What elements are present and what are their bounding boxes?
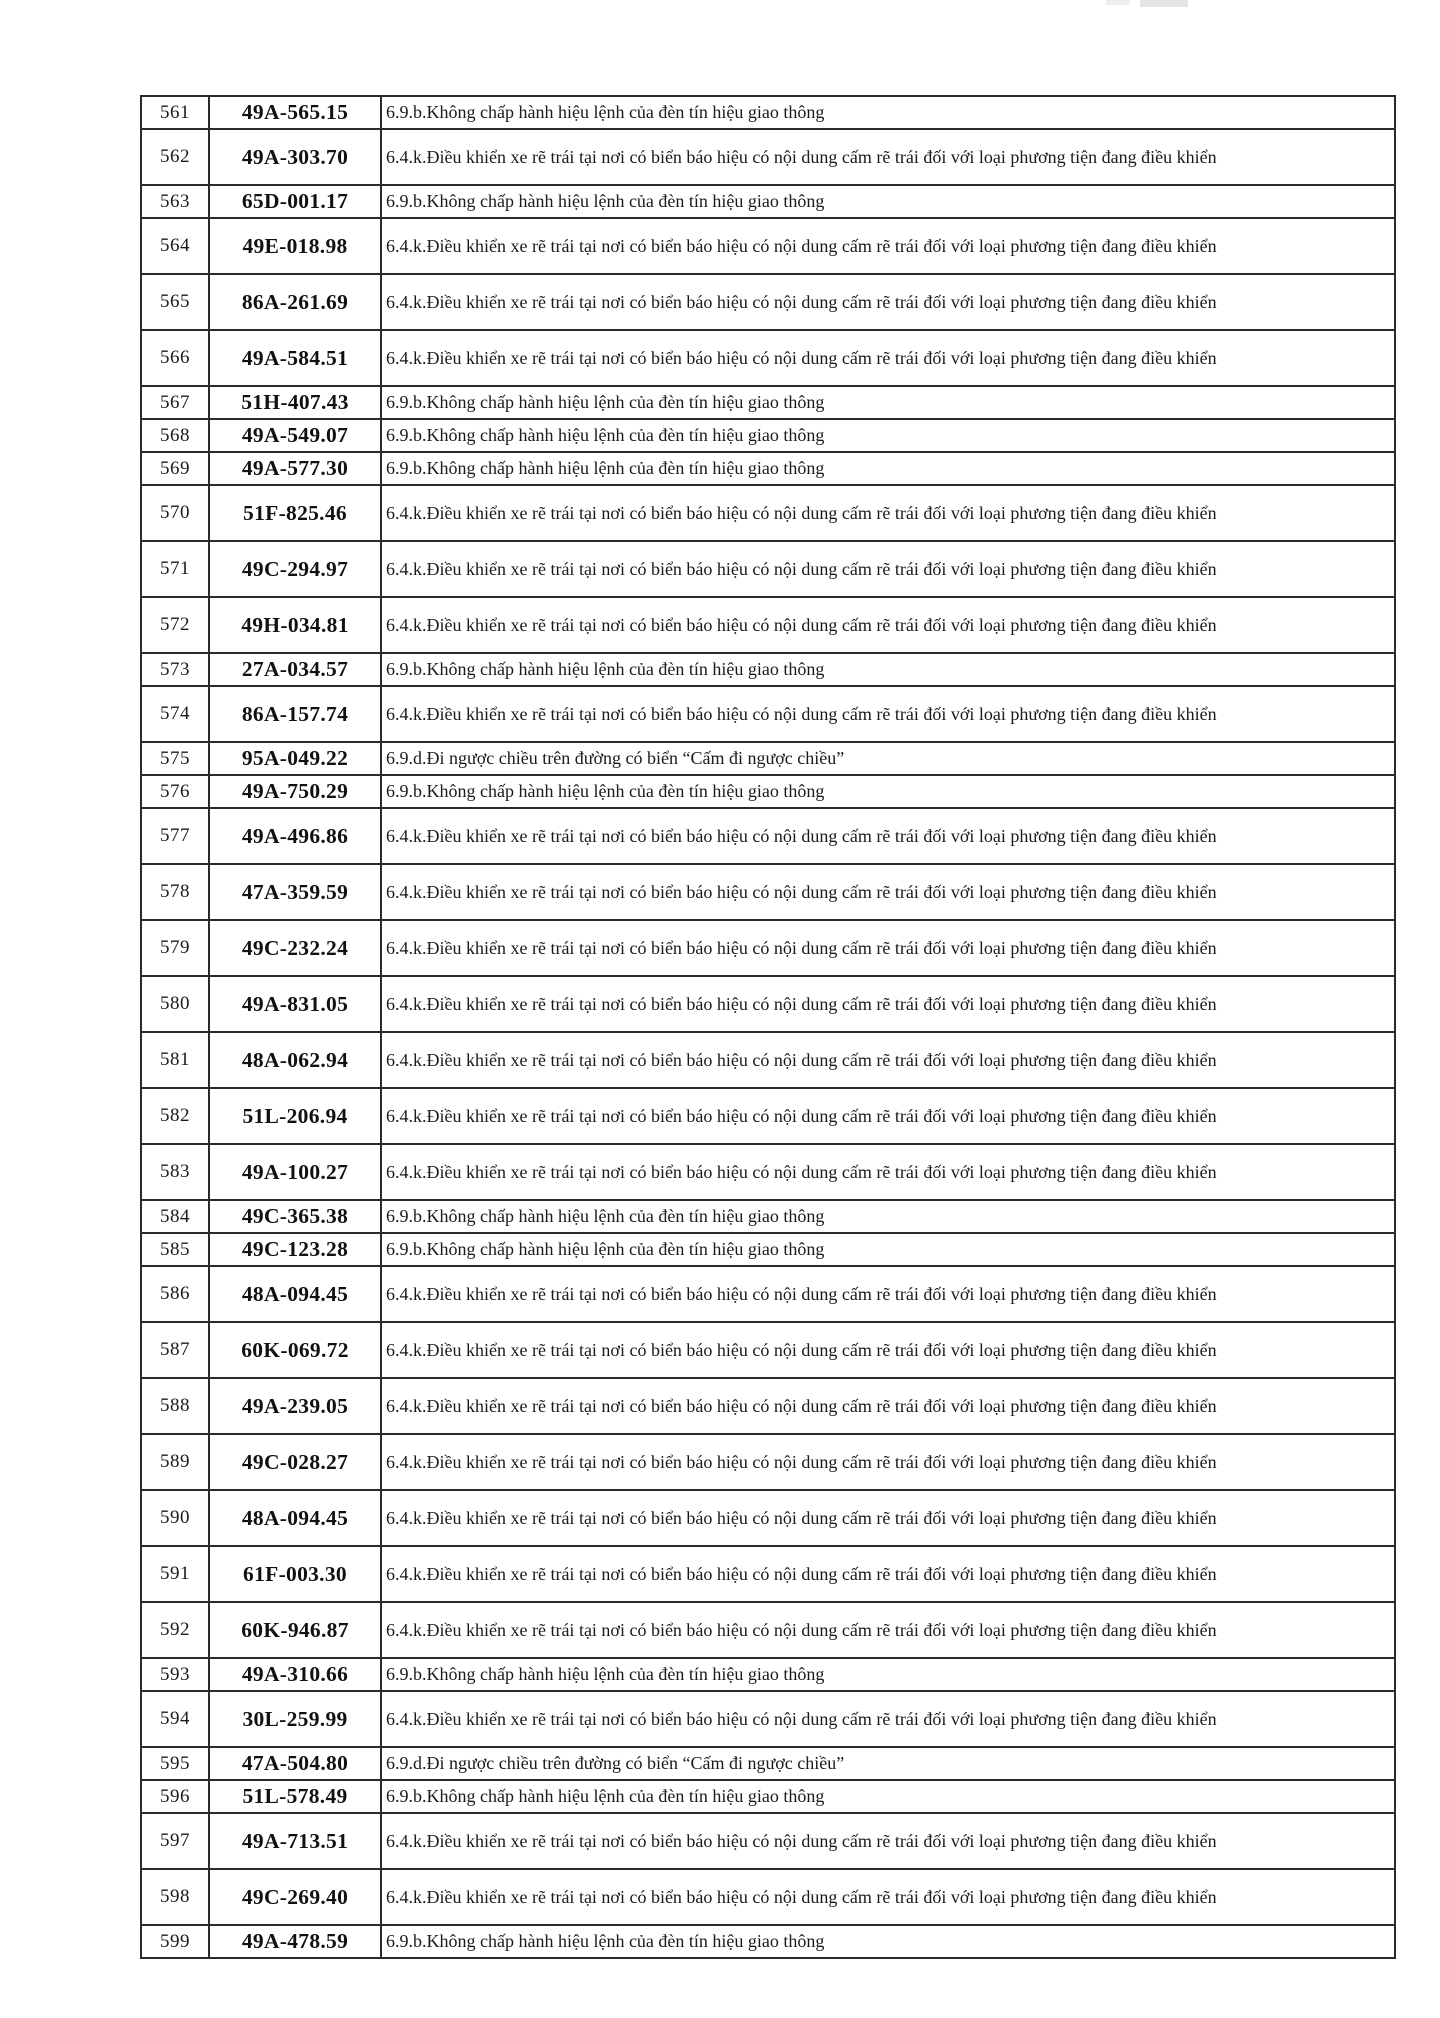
row-number: 595	[160, 1752, 190, 1774]
license-plate-cell	[209, 1322, 381, 1378]
violation-cell	[381, 597, 1395, 653]
row-number: 573	[160, 658, 190, 680]
license-plate-cell	[209, 129, 381, 185]
license-plate-cell	[209, 1144, 381, 1200]
violation-text: 6.4.k.Điều khiển xe rẽ trái tại nơi có biển báo hiệu có nội dung cấm rẽ trái đối với loại phương tiện đang điều khiển	[386, 502, 1217, 523]
violation-cell	[381, 96, 1395, 129]
row-number: 568	[160, 424, 190, 446]
violation-text: 6.9.d.Đi ngược chiều trên đường có biển “Cấm đi ngược chiều”	[386, 1753, 845, 1773]
table-row	[141, 597, 1395, 653]
violation-text: 6.4.k.Điều khiển xe rẽ trái tại nơi có biển báo hiệu có nội dung cấm rẽ trái đối với loại phương tiện đang điều khiển	[386, 1886, 1217, 1907]
license-plate-cell	[209, 1233, 381, 1266]
license-plate: 49E-018.98	[242, 233, 348, 258]
row-number-cell	[141, 218, 209, 274]
table-row	[141, 1032, 1395, 1088]
license-plate: 48A-094.45	[241, 1505, 349, 1530]
row-number: 596	[160, 1785, 190, 1807]
violation-cell	[381, 1869, 1395, 1925]
license-plate-cell	[209, 1200, 381, 1233]
row-number: 590	[160, 1507, 190, 1528]
license-plate: 47A-359.59	[241, 879, 349, 904]
row-number: 570	[160, 502, 190, 523]
license-plate: 49A-478.59	[241, 1929, 349, 1953]
table-row	[141, 1602, 1395, 1658]
row-number: 579	[160, 937, 190, 958]
row-number-cell	[141, 1691, 209, 1747]
table-row	[141, 1780, 1395, 1813]
violation-cell	[381, 218, 1395, 274]
row-number: 591	[160, 1563, 190, 1584]
table-row	[141, 686, 1395, 742]
license-plate: 86A-157.74	[241, 701, 349, 726]
table-row	[141, 330, 1395, 386]
violation-text: 6.4.k.Điều khiển xe rẽ trái tại nơi có biển báo hiệu có nội dung cấm rẽ trái đối với loại phương tiện đang điều khiển	[386, 703, 1217, 724]
row-number-cell	[141, 1602, 209, 1658]
table-row	[141, 1813, 1395, 1869]
license-plate-cell	[209, 218, 381, 274]
license-plate-cell	[209, 485, 381, 541]
license-plate: 60K-069.72	[241, 1337, 349, 1362]
violation-text: 6.4.k.Điều khiển xe rẽ trái tại nơi có biển báo hiệu có nội dung cấm rẽ trái đối với loại phương tiện đang điều khiển	[386, 1451, 1217, 1472]
violation-cell	[381, 1490, 1395, 1546]
violation-cell	[381, 541, 1395, 597]
violation-text: 6.4.k.Điều khiển xe rẽ trái tại nơi có biển báo hiệu có nội dung cấm rẽ trái đối với loại phương tiện đang điều khiển	[386, 1395, 1217, 1416]
table-row	[141, 653, 1395, 686]
table-row	[141, 1266, 1395, 1322]
license-plate: 49A-496.86	[241, 823, 349, 848]
license-plate: 30L-259.99	[242, 1706, 348, 1731]
violation-text: 6.4.k.Điều khiển xe rẽ trái tại nơi có biển báo hiệu có nội dung cấm rẽ trái đối với loại phương tiện đang điều khiển	[386, 1283, 1217, 1304]
license-plate: 51L-578.49	[242, 1784, 348, 1808]
license-plate: 48A-062.94	[241, 1047, 349, 1072]
license-plate-cell	[209, 96, 381, 129]
violation-text: 6.4.k.Điều khiển xe rẽ trái tại nơi có biển báo hiệu có nội dung cấm rẽ trái đối với loại phương tiện đang điều khiển	[386, 235, 1217, 256]
license-plate: 49H-034.81	[241, 612, 349, 637]
row-number-cell	[141, 808, 209, 864]
violation-cell	[381, 976, 1395, 1032]
license-plate: 49A-750.29	[241, 779, 349, 803]
license-plate: 86A-261.69	[241, 289, 349, 314]
row-number-cell	[141, 330, 209, 386]
row-number-cell	[141, 976, 209, 1032]
table-row	[141, 1747, 1395, 1780]
violation-cell	[381, 485, 1395, 541]
license-plate: 95A-049.22	[241, 746, 349, 770]
violation-cell	[381, 330, 1395, 386]
row-number: 583	[160, 1161, 190, 1182]
row-number: 564	[160, 235, 190, 256]
license-plate-cell	[209, 452, 381, 485]
license-plate-cell	[209, 1658, 381, 1691]
violation-cell	[381, 920, 1395, 976]
license-plate: 49A-549.07	[241, 423, 349, 447]
license-plate-cell	[209, 541, 381, 597]
table-row	[141, 1434, 1395, 1490]
violation-text: 6.4.k.Điều khiển xe rẽ trái tại nơi có biển báo hiệu có nội dung cấm rẽ trái đối với loại phương tiện đang điều khiển	[386, 1105, 1217, 1126]
license-plate: 49C-365.38	[241, 1204, 349, 1228]
license-plate-cell	[209, 1088, 381, 1144]
row-number: 582	[160, 1105, 190, 1126]
table-row	[141, 96, 1395, 129]
row-number-cell	[141, 96, 209, 129]
row-number-cell	[141, 1378, 209, 1434]
violation-cell	[381, 1813, 1395, 1869]
row-number-cell	[141, 1813, 209, 1869]
license-plate: 27A-034.57	[241, 657, 349, 681]
license-plate: 51F-825.46	[243, 500, 347, 525]
license-plate: 61F-003.30	[243, 1561, 347, 1586]
license-plate: 49A-239.05	[241, 1393, 349, 1418]
row-number: 592	[160, 1619, 190, 1640]
table-row	[141, 129, 1395, 185]
license-plate-cell	[209, 1780, 381, 1813]
table-row	[141, 1691, 1395, 1747]
violation-cell	[381, 1434, 1395, 1490]
row-number: 594	[160, 1708, 190, 1729]
license-plate: 49C-232.24	[241, 935, 349, 960]
row-number: 569	[160, 457, 190, 479]
violation-cell	[381, 1691, 1395, 1747]
row-number: 593	[160, 1663, 190, 1685]
table-row	[141, 274, 1395, 330]
license-plate-cell	[209, 808, 381, 864]
table-row	[141, 1144, 1395, 1200]
violation-text: 6.4.k.Điều khiển xe rẽ trái tại nơi có biển báo hiệu có nội dung cấm rẽ trái đối với loại phương tiện đang điều khiển	[386, 1563, 1217, 1584]
violation-cell	[381, 1658, 1395, 1691]
table-row	[141, 1322, 1395, 1378]
row-number-cell	[141, 485, 209, 541]
row-number-cell	[141, 742, 209, 775]
license-plate-cell	[209, 686, 381, 742]
violation-text: 6.9.b.Không chấp hành hiệu lệnh của đèn tín hiệu giao thông	[386, 1239, 825, 1259]
violation-cell	[381, 1200, 1395, 1233]
violation-text: 6.4.k.Điều khiển xe rẽ trái tại nơi có biển báo hiệu có nội dung cấm rẽ trái đối với loại phương tiện đang điều khiển	[386, 1339, 1217, 1360]
table-row	[141, 1925, 1395, 1958]
violation-cell	[381, 742, 1395, 775]
license-plate-cell	[209, 1032, 381, 1088]
table-row	[141, 485, 1395, 541]
row-number-cell	[141, 864, 209, 920]
table-row	[141, 742, 1395, 775]
violation-text: 6.4.k.Điều khiển xe rẽ trái tại nơi có biển báo hiệu có nội dung cấm rẽ trái đối với loại phương tiện đang điều khiển	[386, 558, 1217, 579]
row-number-cell	[141, 597, 209, 653]
violation-text: 6.9.b.Không chấp hành hiệu lệnh của đèn tín hiệu giao thông	[386, 1931, 825, 1951]
violation-cell	[381, 1322, 1395, 1378]
license-plate-cell	[209, 1434, 381, 1490]
table-row	[141, 1490, 1395, 1546]
table-row	[141, 775, 1395, 808]
license-plate: 49C-269.40	[241, 1884, 349, 1909]
license-plate: 49A-310.66	[241, 1662, 349, 1686]
row-number-cell	[141, 274, 209, 330]
table-row	[141, 864, 1395, 920]
row-number: 586	[160, 1283, 190, 1304]
table-row	[141, 1088, 1395, 1144]
violation-cell	[381, 1266, 1395, 1322]
license-plate-cell	[209, 920, 381, 976]
row-number: 597	[160, 1830, 190, 1851]
violation-cell	[381, 653, 1395, 686]
row-number: 585	[160, 1238, 190, 1260]
row-number-cell	[141, 452, 209, 485]
row-number: 598	[160, 1886, 190, 1907]
row-number-cell	[141, 1032, 209, 1088]
violation-cell	[381, 775, 1395, 808]
license-plate: 49A-303.70	[241, 144, 349, 169]
row-number-cell	[141, 1434, 209, 1490]
license-plate-cell	[209, 274, 381, 330]
violation-cell	[381, 1780, 1395, 1813]
table-row	[141, 185, 1395, 218]
violation-table	[140, 95, 1396, 1959]
violation-text: 6.9.b.Không chấp hành hiệu lệnh của đèn tín hiệu giao thông	[386, 659, 825, 679]
row-number-cell	[141, 129, 209, 185]
row-number-cell	[141, 541, 209, 597]
violation-text: 6.4.k.Điều khiển xe rẽ trái tại nơi có biển báo hiệu có nội dung cấm rẽ trái đối với loại phương tiện đang điều khiển	[386, 881, 1217, 902]
violation-cell	[381, 129, 1395, 185]
table-row	[141, 1546, 1395, 1602]
violation-text: 6.4.k.Điều khiển xe rẽ trái tại nơi có biển báo hiệu có nội dung cấm rẽ trái đối với loại phương tiện đang điều khiển	[386, 1619, 1217, 1640]
violation-cell	[381, 274, 1395, 330]
violation-text: 6.9.b.Không chấp hành hiệu lệnh của đèn tín hiệu giao thông	[386, 458, 825, 478]
table-row	[141, 386, 1395, 419]
license-plate-cell	[209, 597, 381, 653]
row-number: 577	[160, 825, 190, 846]
row-number-cell	[141, 1747, 209, 1780]
violation-table-body	[141, 96, 1395, 1958]
row-number-cell	[141, 920, 209, 976]
table-row	[141, 1869, 1395, 1925]
license-plate-cell	[209, 742, 381, 775]
table-row	[141, 1200, 1395, 1233]
table-row	[141, 1658, 1395, 1691]
row-number: 574	[160, 703, 190, 724]
row-number-cell	[141, 1780, 209, 1813]
row-number-cell	[141, 1490, 209, 1546]
table-row	[141, 452, 1395, 485]
violation-cell	[381, 1144, 1395, 1200]
license-plate-cell	[209, 1813, 381, 1869]
row-number-cell	[141, 419, 209, 452]
row-number-cell	[141, 1200, 209, 1233]
license-plate-cell	[209, 1378, 381, 1434]
table-row	[141, 1378, 1395, 1434]
row-number: 587	[160, 1339, 190, 1360]
violation-text: 6.4.k.Điều khiển xe rẽ trái tại nơi có biển báo hiệu có nội dung cấm rẽ trái đối với loại phương tiện đang điều khiển	[386, 614, 1217, 635]
license-plate-cell	[209, 976, 381, 1032]
row-number: 578	[160, 881, 190, 902]
violation-text: 6.9.b.Không chấp hành hiệu lệnh của đèn tín hiệu giao thông	[386, 1786, 825, 1806]
violation-cell	[381, 419, 1395, 452]
row-number-cell	[141, 1266, 209, 1322]
license-plate-cell	[209, 386, 381, 419]
violation-cell	[381, 1032, 1395, 1088]
row-number-cell	[141, 686, 209, 742]
row-number: 580	[160, 993, 190, 1014]
violation-text: 6.4.k.Điều khiển xe rẽ trái tại nơi có biển báo hiệu có nội dung cấm rẽ trái đối với loại phương tiện đang điều khiển	[386, 993, 1217, 1014]
row-number: 589	[160, 1451, 190, 1472]
violation-cell	[381, 1233, 1395, 1266]
violation-cell	[381, 1747, 1395, 1780]
violation-cell	[381, 808, 1395, 864]
row-number-cell	[141, 185, 209, 218]
row-number: 562	[160, 146, 190, 167]
row-number: 561	[160, 101, 190, 123]
license-plate: 49C-028.27	[241, 1449, 349, 1474]
license-plate: 49A-577.30	[241, 456, 349, 480]
violation-cell	[381, 1602, 1395, 1658]
violation-text: 6.4.k.Điều khiển xe rẽ trái tại nơi có biển báo hiệu có nội dung cấm rẽ trái đối với loại phương tiện đang điều khiển	[386, 347, 1217, 368]
row-number: 563	[160, 190, 190, 212]
violation-text: 6.9.b.Không chấp hành hiệu lệnh của đèn tín hiệu giao thông	[386, 102, 825, 122]
license-plate-cell	[209, 775, 381, 808]
row-number-cell	[141, 1925, 209, 1958]
violation-text: 6.9.b.Không chấp hành hiệu lệnh của đèn tín hiệu giao thông	[386, 191, 825, 211]
row-number-cell	[141, 1144, 209, 1200]
violation-text: 6.4.k.Điều khiển xe rẽ trái tại nơi có biển báo hiệu có nội dung cấm rẽ trái đối với loại phương tiện đang điều khiển	[386, 1507, 1217, 1528]
license-plate-cell	[209, 1490, 381, 1546]
license-plate-cell	[209, 185, 381, 218]
license-plate: 49C-123.28	[241, 1237, 349, 1261]
license-plate: 49A-831.05	[241, 991, 349, 1016]
scan-artifact	[1140, 0, 1188, 7]
license-plate-cell	[209, 1602, 381, 1658]
license-plate-cell	[209, 1546, 381, 1602]
row-number-cell	[141, 653, 209, 686]
license-plate: 49A-100.27	[241, 1159, 349, 1184]
table-row	[141, 920, 1395, 976]
violation-text: 6.4.k.Điều khiển xe rẽ trái tại nơi có biển báo hiệu có nội dung cấm rẽ trái đối với loại phương tiện đang điều khiển	[386, 937, 1217, 958]
row-number: 599	[160, 1930, 190, 1952]
violation-text: 6.9.b.Không chấp hành hiệu lệnh của đèn tín hiệu giao thông	[386, 425, 825, 445]
row-number: 565	[160, 291, 190, 312]
table-row	[141, 1233, 1395, 1266]
row-number: 588	[160, 1395, 190, 1416]
table-row	[141, 419, 1395, 452]
license-plate-cell	[209, 1869, 381, 1925]
license-plate: 49A-584.51	[241, 345, 349, 370]
violation-cell	[381, 386, 1395, 419]
table-row	[141, 976, 1395, 1032]
license-plate-cell	[209, 330, 381, 386]
table-row	[141, 541, 1395, 597]
row-number-cell	[141, 1322, 209, 1378]
violation-text: 6.4.k.Điều khiển xe rẽ trái tại nơi có biển báo hiệu có nội dung cấm rẽ trái đối với loại phương tiện đang điều khiển	[386, 291, 1217, 312]
row-number: 575	[160, 747, 190, 769]
row-number: 567	[160, 391, 190, 413]
license-plate: 47A-504.80	[241, 1751, 349, 1775]
license-plate: 49C-294.97	[241, 556, 349, 581]
violation-cell	[381, 1088, 1395, 1144]
license-plate-cell	[209, 419, 381, 452]
violation-cell	[381, 686, 1395, 742]
violation-cell	[381, 452, 1395, 485]
table-row	[141, 218, 1395, 274]
row-number: 566	[160, 347, 190, 368]
row-number-cell	[141, 386, 209, 419]
violation-text: 6.4.k.Điều khiển xe rẽ trái tại nơi có biển báo hiệu có nội dung cấm rẽ trái đối với loại phương tiện đang điều khiển	[386, 1708, 1217, 1729]
violation-cell	[381, 1378, 1395, 1434]
violation-text: 6.9.b.Không chấp hành hiệu lệnh của đèn tín hiệu giao thông	[386, 1664, 825, 1684]
row-number: 581	[160, 1049, 190, 1070]
license-plate: 49A-713.51	[241, 1828, 349, 1853]
license-plate: 51L-206.94	[242, 1103, 348, 1128]
license-plate-cell	[209, 864, 381, 920]
license-plate: 65D-001.17	[241, 189, 349, 213]
row-number: 571	[160, 558, 190, 579]
license-plate-cell	[209, 1266, 381, 1322]
violation-cell	[381, 1925, 1395, 1958]
license-plate-cell	[209, 1691, 381, 1747]
row-number-cell	[141, 1658, 209, 1691]
row-number: 576	[160, 780, 190, 802]
row-number: 584	[160, 1205, 190, 1227]
license-plate-cell	[209, 1747, 381, 1780]
row-number-cell	[141, 1088, 209, 1144]
violation-text: 6.4.k.Điều khiển xe rẽ trái tại nơi có biển báo hiệu có nội dung cấm rẽ trái đối với loại phương tiện đang điều khiển	[386, 1830, 1217, 1851]
violation-text: 6.4.k.Điều khiển xe rẽ trái tại nơi có biển báo hiệu có nội dung cấm rẽ trái đối với loại phương tiện đang điều khiển	[386, 825, 1217, 846]
scan-artifact	[1106, 0, 1130, 5]
license-plate: 48A-094.45	[241, 1281, 349, 1306]
row-number-cell	[141, 1869, 209, 1925]
license-plate: 60K-946.87	[241, 1617, 349, 1642]
violation-text: 6.9.b.Không chấp hành hiệu lệnh của đèn tín hiệu giao thông	[386, 392, 825, 412]
violation-text: 6.4.k.Điều khiển xe rẽ trái tại nơi có biển báo hiệu có nội dung cấm rẽ trái đối với loại phương tiện đang điều khiển	[386, 1161, 1217, 1182]
violation-text: 6.4.k.Điều khiển xe rẽ trái tại nơi có biển báo hiệu có nội dung cấm rẽ trái đối với loại phương tiện đang điều khiển	[386, 146, 1217, 167]
violation-text: 6.9.d.Đi ngược chiều trên đường có biển “Cấm đi ngược chiều”	[386, 748, 845, 768]
violation-cell	[381, 864, 1395, 920]
license-plate-cell	[209, 1925, 381, 1958]
license-plate: 51H-407.43	[241, 390, 349, 414]
license-plate: 49A-565.15	[241, 100, 349, 124]
violation-text: 6.4.k.Điều khiển xe rẽ trái tại nơi có biển báo hiệu có nội dung cấm rẽ trái đối với loại phương tiện đang điều khiển	[386, 1049, 1217, 1070]
violation-cell	[381, 185, 1395, 218]
violation-text: 6.9.b.Không chấp hành hiệu lệnh của đèn tín hiệu giao thông	[386, 1206, 825, 1226]
row-number-cell	[141, 775, 209, 808]
table-row	[141, 808, 1395, 864]
license-plate-cell	[209, 653, 381, 686]
row-number: 572	[160, 614, 190, 635]
row-number-cell	[141, 1546, 209, 1602]
violation-cell	[381, 1546, 1395, 1602]
violation-text: 6.9.b.Không chấp hành hiệu lệnh của đèn tín hiệu giao thông	[386, 781, 825, 801]
row-number-cell	[141, 1233, 209, 1266]
